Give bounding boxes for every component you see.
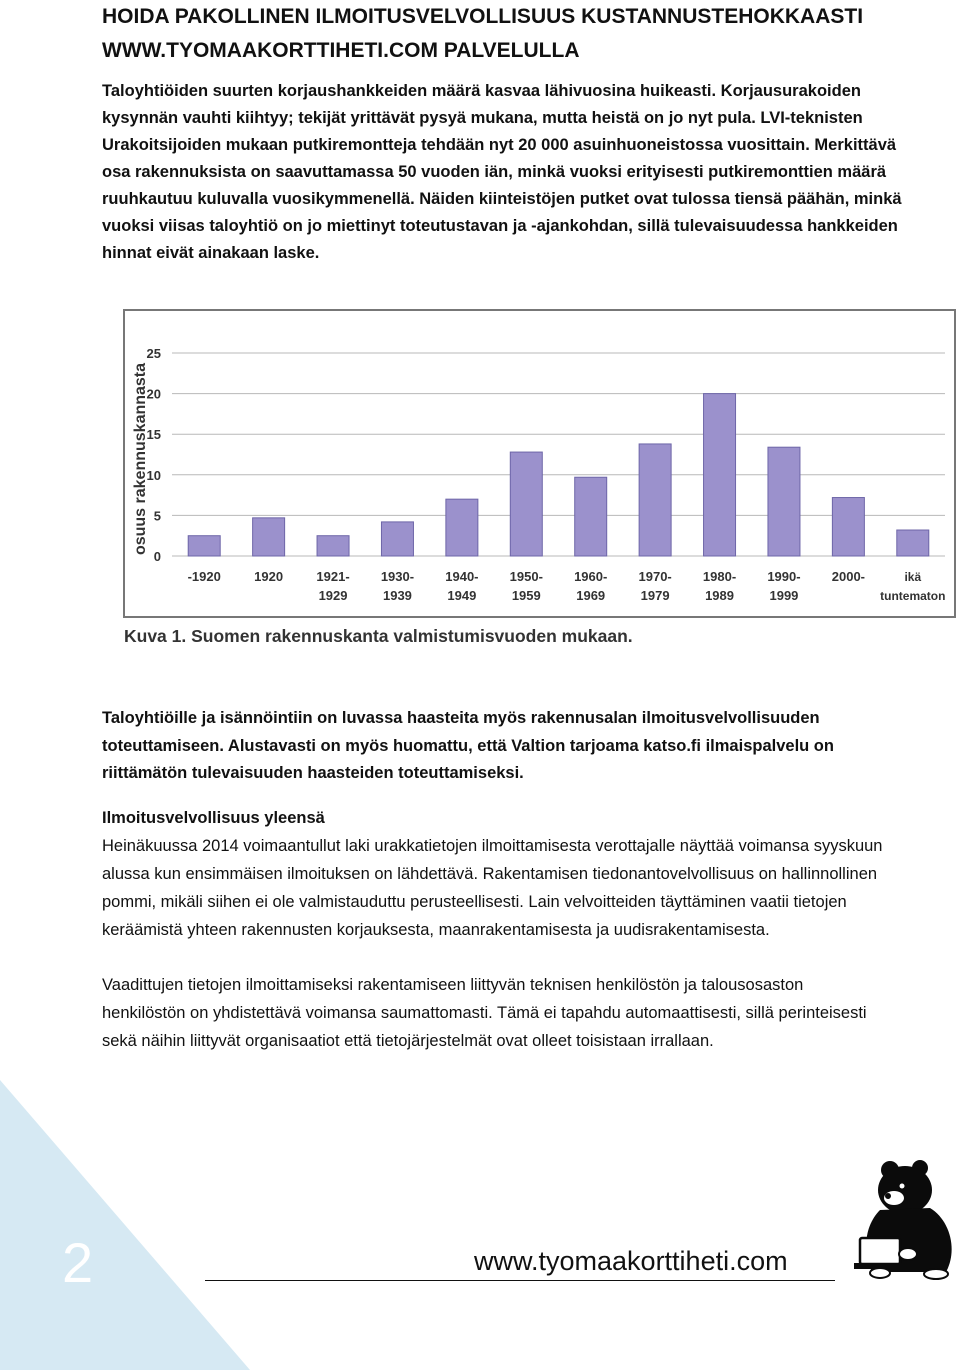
intro-line: hinnat eivät ainakaan laske. — [102, 244, 320, 262]
chart-x-tick-label: 1970- — [638, 569, 672, 584]
chart-x-tick-label: ikä — [904, 570, 922, 584]
chart-y-tick-label: 20 — [146, 386, 161, 402]
heading-line-2: WWW.TYOMAAKORTTIHETI.COM PALVELULLA — [102, 39, 580, 62]
chart-x-tick-label: 1980- — [702, 569, 737, 584]
chart-y-tick-label: 5 — [153, 508, 161, 524]
paragraph-line: pommi, mikäli siihen ei ole valmistauduttu perusteellisesti. Lain velvoitteiden täyttäminen vaatii tietojen — [102, 893, 847, 911]
intro-line: vuoksi viisas taloyhtiö on jo miettinyt toteutustavan ja -ajankohdan, sillä tulevaisuudessa hankkeiden — [102, 217, 898, 235]
chart-bar — [446, 499, 478, 556]
chart-x-tick-label: 1979 — [640, 588, 670, 603]
paragraph-personnel — [102, 971, 960, 1055]
heading-line-1: HOIDA PAKOLLINEN ILMOITUSVELVOLLISUUS KUSTANNUSTEHOKKAASTI — [102, 5, 864, 28]
chart-x-tick-label: 1960- — [574, 569, 608, 584]
bar-chart-frame — [123, 309, 956, 618]
footer-url-link[interactable]: www.tyomaakorttiheti.com — [474, 1246, 788, 1276]
chart-bar — [768, 447, 800, 556]
paragraph-line: keräämistä yhteen rakennusten korjauksesta, maanrakentamisesta ja uudisrakentamisesta. — [102, 921, 770, 939]
chart-x-tick-label: 2000- — [831, 569, 865, 584]
paragraph-line: toteuttamiseen. Alustavasti on myös huomattu, että Valtion tarjoama katso.fi ilmaispalvelu on — [102, 736, 834, 755]
paragraph-line: henkilöstön on yhdistettävä voimansa saumattomasti. Tämä ei tapahdu automaattisesti, sillä perinteisesti — [102, 1004, 867, 1022]
chart-x-tick-label: 1969 — [576, 588, 606, 603]
chart-x-tick-label: 1940- — [445, 569, 479, 584]
chart-bar — [381, 522, 413, 556]
chart-bar — [639, 444, 671, 556]
paragraph-law — [102, 832, 960, 944]
chart-bar — [253, 518, 285, 556]
chart-x-tick-label: 1999 — [769, 588, 799, 603]
intro-line: ruuhkautuu kuluvalla vuosikymmenellä. Näiden kiinteistöjen putket ovat tulossa tiensä päähän, minkä — [102, 190, 902, 208]
paragraph-katso — [102, 705, 942, 788]
chart-x-tick-label: tuntematon — [880, 589, 946, 603]
chart-x-tick-label: 1939 — [382, 588, 412, 603]
paragraph-line: riittämätön tulevaisuuden haasteiden toteuttamiseksi. — [102, 764, 524, 782]
chart-bar — [575, 477, 607, 556]
footer-rule — [205, 1280, 835, 1281]
chart-x-tick-label: 1929 — [318, 588, 348, 603]
chart-x-tick-label: 1920 — [254, 569, 284, 584]
paragraph-line: Heinäkuussa 2014 voimaantullut laki urakkatietojen ilmoittamisesta verottajalle näyttää voimansa syyskuun — [102, 837, 883, 855]
chart-x-tick-label: 1989 — [705, 588, 735, 603]
paragraph-line: alussa kun ensimmäisen ilmoituksen on lähdettävä. Rakentamisen tiedonantovelvollisuus on hallinnollinen — [102, 865, 878, 883]
chart-x-tick-label: 1990- — [767, 569, 801, 584]
intro-line: Taloyhtiöiden suurten korjaushankkeiden määrä kasvaa lähivuosina huikeasti. Korjausurakoiden — [102, 82, 861, 100]
chart-y-tick-label: 25 — [146, 346, 161, 361]
page-number: 2 — [62, 1231, 94, 1294]
chart-bar — [510, 452, 542, 556]
chart-y-tick-label: 0 — [153, 549, 161, 564]
intro-line: osa rakennuksista on saavuttamassa 50 vuoden iän, minkä vuoksi erityisesti putkiremonttien määrä — [102, 163, 887, 181]
chart-x-tick-label: 1921- — [316, 569, 350, 584]
intro-line: Urakoitsijoiden mukaan putkiremontteja tehdään nyt 20 000 asuinhuoneistossa vuosittain. Merkittävä — [102, 136, 897, 154]
section-heading-text: Ilmoitusvelvollisuus yleensä — [102, 809, 325, 827]
chart-y-tick-label: 10 — [146, 467, 161, 483]
chart-caption: Kuva 1. Suomen rakennuskanta valmistumisvuoden mukaan. — [124, 626, 633, 646]
intro-line: kysynnän vauhti kiihtyy; tekijät yrittävät pysyä mukana, mutta heistä on jo nyt pula. LVI-teknisten — [102, 109, 863, 127]
corner-triangle-decoration — [0, 1080, 250, 1370]
paragraph-line: sekä näihin liittyvät organisaatiot että tietojärjestelmät ovat olleet toisistaan irrallaan. — [102, 1032, 714, 1050]
chart-x-tick-label: 1959 — [511, 588, 541, 603]
chart-bar — [317, 536, 349, 556]
chart-x-tick-label: 1930- — [380, 569, 415, 584]
paragraph-line: Taloyhtiöille ja isännöintiin on luvassa haasteita myös rakennusalan ilmoitusvelvollisuuden — [102, 709, 820, 727]
section-heading — [102, 805, 942, 832]
chart-x-tick-label: 1949 — [447, 588, 477, 603]
bar-chart — [125, 311, 954, 616]
chart-bar — [832, 498, 864, 556]
chart-y-axis-label: osuus rakennuskannasta — [132, 362, 149, 556]
chart-bar — [188, 536, 220, 556]
chart-bar — [897, 530, 929, 556]
paragraph-line: Vaadittujen tietojen ilmoittamiseksi rakentamiseen liittyvän teknisen henkilöstön ja talousosaston — [102, 976, 804, 994]
chart-bar — [704, 394, 736, 556]
chart-y-tick-label: 15 — [146, 427, 161, 443]
document-heading — [102, 0, 942, 68]
chart-x-tick-label: -1920 — [187, 569, 221, 584]
bear-mascot-icon — [850, 1150, 960, 1280]
intro-paragraph — [102, 78, 942, 267]
chart-x-tick-label: 1950- — [509, 569, 543, 584]
